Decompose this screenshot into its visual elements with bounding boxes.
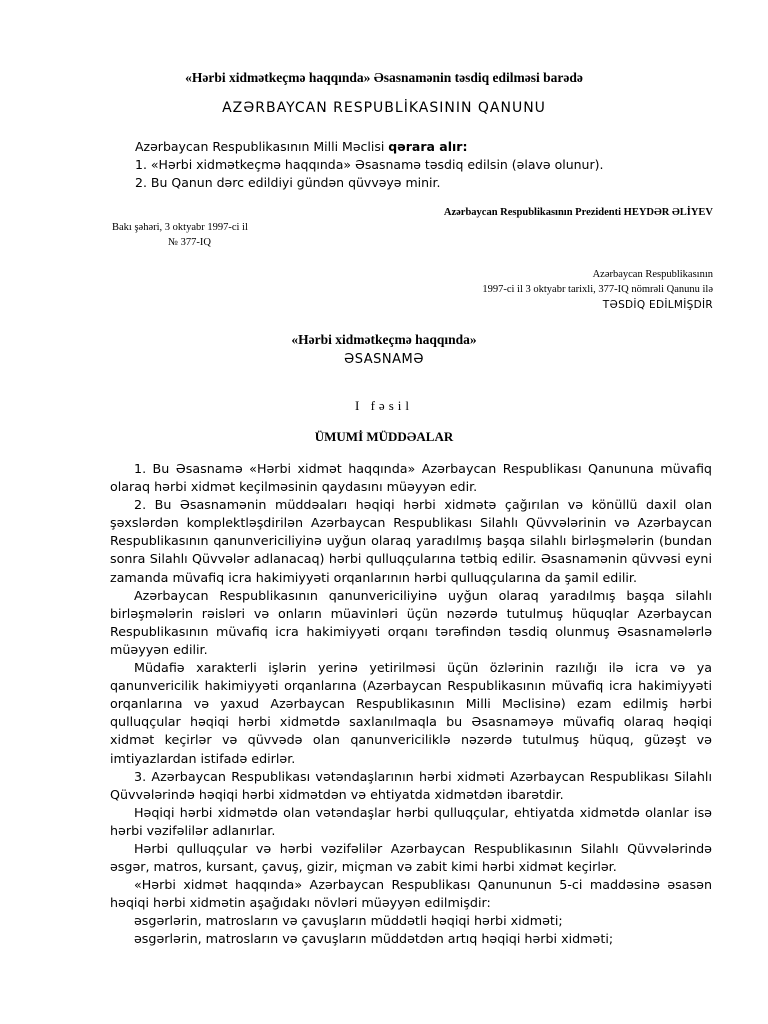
regulation-title: «Hərbi xidmətkeçmə haqqında» (291, 332, 477, 347)
approval-line-3: TƏSDİQ EDİLMİŞDİR (602, 299, 713, 311)
decree-item-1: 1. «Hərbi xidmətkeçmə haqqında» Əsasnamə təsdiq edilsin (əlavə olunur). (135, 157, 604, 172)
approval-line-2: 1997-ci il 3 oktyabr tarixli, 377-IQ nömrəli Qanunu ilə (482, 284, 713, 295)
law-title: «Hərbi xidmətkeçmə haqqında» Əsasnamənin təsdiq edilməsi barədə (185, 70, 583, 85)
chapter-number: I fəsil (355, 398, 413, 413)
list-item: əsgərlərin, matrosların və çavuşların müddətli həqiqi hərbi xidməti; (134, 913, 563, 929)
chapter-title: ÜMUMİ MÜDDƏALAR (314, 429, 454, 444)
paragraph: Həqiqi hərbi xidmətdə olan vətəndaşlar hərbi qulluqçular, ehtiyatda xidmətdə olanlar isə hərbi vəzifəlilər adlanırlar. (110, 804, 712, 838)
decree-intro (135, 139, 467, 154)
paragraph: Hərbi qulluqçular və hərbi vəzifəlilər Azərbaycan Respublikasının Silahlı Qüvvələrində əsgər, matros, kursant, çavuş, gizir, miçman və zabit kimi hərbi xidmət keçirlər. (110, 840, 712, 875)
sign-place-date: Bakı şəhəri, 3 oktyabr 1997-ci il (112, 222, 248, 233)
paragraph: Müdafiə xarakterli işlərin yerinə yetirilməsi üçün özlərinin razılığı ilə icra və ya qanunvericilik hakimiyyəti orqanlarına (Azərbaycan Respublikasının müvafiq icra hakimiyyəti orqanlarına və yaxud Azərbaycan Respublikasının Milli Məclisinə) ezam edilmiş hərbi qulluqçular həqiqi hərbi xidmətdə saxlanılmaqla bu Əsasnaməyə müvafiq olaraq həqiqi xidmət keçirlər və qüvvədə olan qanunvericiliklə nəzərdə tutulmuş hüquq, güzəşt və imtiyazlardan istifadə edirlər. (110, 660, 712, 766)
decree-intro-text: Azərbaycan Respublikasının Milli Məclisi (135, 139, 389, 154)
paragraph: 3. Azərbaycan Respublikası vətəndaşlarının hərbi xidməti Azərbaycan Respublikası Silahlı Qüvvələrində həqiqi hərbi xidmətdən və ehtiyatda xidmətdən ibarətdir. (110, 768, 712, 802)
paragraph: Azərbaycan Respublikasının qanunvericiliyinə uyğun olaraq yaradılmış başqa silahlı birləşmələrin rəisləri və onların müavinləri üçün nəzərdə tutulmuş hüquqlar Azərbaycan Respublikasının müvafiq icra hakimiyyəti orqanı tərəfindən təsdiq olunmuş Əsasnamələrlə müəyyən edilir. (110, 587, 712, 657)
law-subtitle: AZƏRBAYCAN RESPUBLİKASININ QANUNU (222, 100, 546, 116)
decree-item-2: 2. Bu Qanun dərc edildiyi gündən qüvvəyə minir. (135, 175, 441, 190)
approval-line-1: Azərbaycan Respublikasının (592, 269, 713, 280)
list-item: əsgərlərin, matrosların və çavuşların müddətdən artıq həqiqi hərbi xidməti; (134, 931, 614, 947)
president-signature: Azərbaycan Respublikasının Prezidenti HEYDƏR ƏLİYEV (443, 207, 713, 218)
paragraph: 2. Bu Əsasnamənin müddəaları həqiqi hərbi xidmətə çağırılan və könüllü daxil olan şəxslərdən komplektləşdirilən Azərbaycan Respublikası Silahlı Qüvvələrinin və Azərbaycan Respublikasının qanunvericiliyinə uyğun olaraq yaradılmış başqa silahlı birləşmələrin (bundan sonra Silahlı Qüvvələr adlanacaq) hərbi qulluqçularına tətbiq edilir. Əsasnamənin qüvvəsi eyni zamanda müvafiq icra hakimiyyəti orqanlarının hərbi qulluqçularına da şamil edilir. (110, 497, 712, 585)
decree-intro-bold: qərara alır: (388, 139, 468, 154)
paragraph: «Hərbi xidmət haqqında» Azərbaycan Respublikası Qanununun 5-ci maddəsinə əsasən həqiqi hərbi xidmətin aşağıdakı növləri müəyyən edilmişdir: (110, 877, 712, 911)
regulation-subtitle: ƏSASNAMƏ (344, 352, 424, 367)
body-text (110, 460, 712, 949)
law-number: № 377-IQ (168, 237, 211, 248)
paragraph: 1. Bu Əsasnamə «Hərbi xidmət haqqında» Azərbaycan Respublikası Qanununa müvafiq olaraq hərbi xidmət keçilməsinin qaydasını müəyyən edir. (110, 461, 712, 495)
